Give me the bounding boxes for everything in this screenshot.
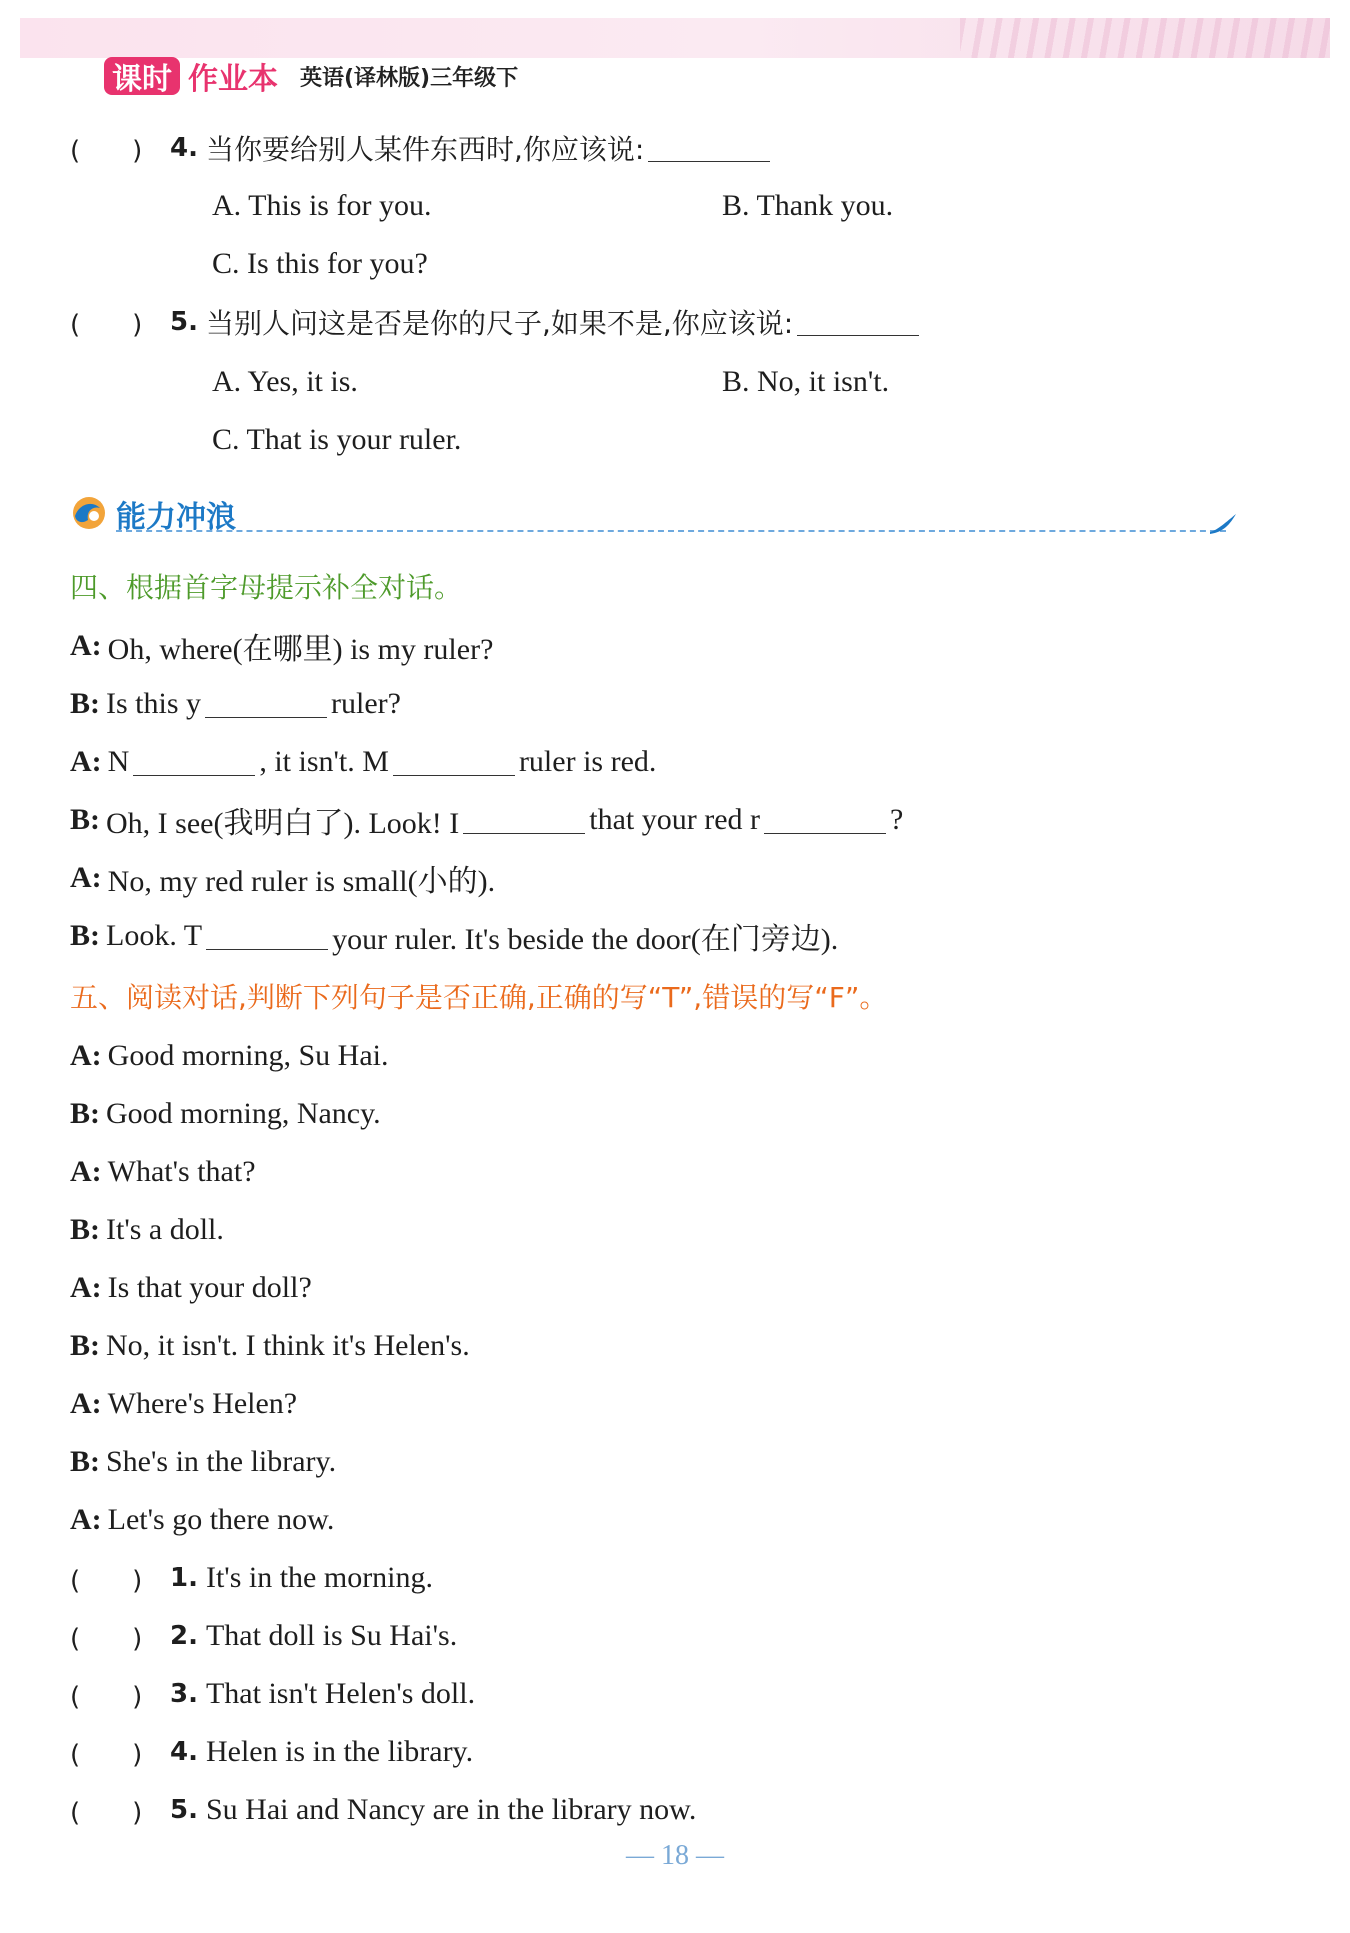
question-prompt: 当别人问这是否是你的尺子,如果不是,你应该说: <box>205 307 794 340</box>
surfboard-icon <box>1208 510 1238 536</box>
answer-paren[interactable]: ( ) <box>70 1739 143 1770</box>
wave-icon <box>70 494 108 532</box>
speaker-label: B: <box>70 803 100 836</box>
section-title: 能力冲浪 <box>116 500 236 535</box>
answer-paren[interactable]: ( ) <box>70 1623 143 1654</box>
answer-paren[interactable]: ( ) <box>70 135 143 166</box>
dialogue-text: Good morning, Su Hai. <box>107 1039 389 1072</box>
dialogue-line <box>70 800 903 840</box>
dialogue-line <box>70 684 401 724</box>
option-b: B. No, it isn't. <box>722 365 890 398</box>
statement-2 <box>70 1616 457 1656</box>
dialogue-line <box>70 1152 256 1192</box>
fill-blank[interactable] <box>764 807 886 834</box>
answer-paren[interactable]: ( ) <box>70 309 143 340</box>
dialogue-text: Where's Helen? <box>107 1387 298 1420</box>
speaker-label: A: <box>70 1155 102 1188</box>
answer-paren[interactable]: ( ) <box>70 1681 143 1712</box>
statement-number: 2. <box>170 1621 198 1651</box>
dialogue-text: N <box>107 745 130 778</box>
statement-text: It's in the morning. <box>205 1561 434 1594</box>
dialogue-line <box>70 1210 224 1250</box>
dialogue-line <box>70 1268 312 1308</box>
speaker-label: B: <box>70 1329 100 1362</box>
part4-heading: 四、根据首字母提示补全对话。 <box>70 571 463 604</box>
fill-blank[interactable] <box>206 923 328 950</box>
speaker-label: A: <box>70 745 102 778</box>
dialogue-text: No, my red ruler is small(小的). <box>107 865 496 898</box>
logo-badge: 课时 <box>104 57 180 95</box>
section-divider <box>116 530 1226 532</box>
question-prompt: 当你要给别人某件东西时,你应该说: <box>205 133 645 166</box>
dialogue-text: , it isn't. M <box>259 745 389 778</box>
section-bar <box>70 492 1238 538</box>
option-a: A. Yes, it is. <box>212 365 358 398</box>
answer-paren[interactable]: ( ) <box>70 1797 143 1828</box>
answer-paren[interactable]: ( ) <box>70 1565 143 1596</box>
dialogue-line <box>70 858 495 898</box>
speaker-label: B: <box>70 919 100 952</box>
statement-3 <box>70 1674 475 1714</box>
statement-text: Su Hai and Nancy are in the library now. <box>205 1793 697 1826</box>
speaker-label: B: <box>70 1213 100 1246</box>
dialogue-text: She's in the library. <box>106 1445 337 1478</box>
answer-blank[interactable] <box>797 309 919 336</box>
dialogue-text: Let's go there now. <box>107 1503 335 1536</box>
statement-1 <box>70 1558 433 1598</box>
statement-text: That isn't Helen's doll. <box>205 1677 476 1710</box>
page-number: — 18 — <box>626 1840 724 1871</box>
speaker-label: B: <box>70 1097 100 1130</box>
speaker-label: A: <box>70 1271 102 1304</box>
dialogue-text: that your red r <box>589 803 761 836</box>
dialogue-text: Oh, I see(我明白了). Look! I <box>106 807 460 840</box>
dialogue-text: Is this y <box>106 687 202 720</box>
dialogue-text: Good morning, Nancy. <box>106 1097 381 1130</box>
statement-number: 1. <box>170 1563 198 1593</box>
option-c: C. Is this for you? <box>212 247 428 280</box>
fill-blank[interactable] <box>393 749 515 776</box>
speaker-label: A: <box>70 1039 102 1072</box>
dialogue-line <box>70 1500 334 1540</box>
dialogue-line <box>70 1326 470 1366</box>
speaker-label: B: <box>70 687 100 720</box>
dialogue-line <box>70 1094 381 1134</box>
question-number: 5. <box>170 307 198 337</box>
statement-4 <box>70 1732 473 1772</box>
fill-blank[interactable] <box>205 691 327 718</box>
dialogue-text: ruler? <box>331 687 401 720</box>
dialogue-line <box>70 742 656 782</box>
answer-blank[interactable] <box>648 135 770 162</box>
header-band <box>20 18 1330 58</box>
option-c: C. That is your ruler. <box>212 423 462 456</box>
dialogue-text: your ruler. It's beside the door(在门旁边). <box>332 923 839 956</box>
fill-blank[interactable] <box>463 807 585 834</box>
dialogue-text: ? <box>890 803 904 836</box>
dialogue-text: What's that? <box>107 1155 256 1188</box>
speaker-label: A: <box>70 1387 102 1420</box>
fill-blank[interactable] <box>133 749 255 776</box>
dialogue-text: ruler is red. <box>518 745 657 778</box>
statement-number: 5. <box>170 1795 198 1825</box>
dialogue-text: No, it isn't. I think it's Helen's. <box>106 1329 470 1362</box>
dialogue-text: It's a doll. <box>106 1213 224 1246</box>
dialogue-line <box>70 1384 297 1424</box>
question-number: 4. <box>170 133 198 163</box>
statement-number: 4. <box>170 1737 198 1767</box>
dialogue-line <box>70 1036 388 1076</box>
dialogue-text: Is that your doll? <box>107 1271 312 1304</box>
dialogue-line <box>70 1442 336 1482</box>
speaker-label: A: <box>70 1503 102 1536</box>
statement-text: Helen is in the library. <box>205 1735 474 1768</box>
dialogue-line <box>70 626 493 666</box>
dialogue-text: Oh, where(在哪里) is my ruler? <box>107 633 494 666</box>
speaker-label: A: <box>70 861 102 894</box>
header-subject: 英语(译林版)三年级下 <box>300 65 519 91</box>
question-5 <box>70 302 923 342</box>
speaker-label: B: <box>70 1445 100 1478</box>
option-a: A. This is for you. <box>212 189 432 222</box>
dialogue-text: Look. T <box>106 919 203 952</box>
logo-text: 作业本 <box>188 62 278 97</box>
speaker-label: A: <box>70 629 102 662</box>
page-header <box>104 56 518 96</box>
statement-5 <box>70 1790 696 1830</box>
statement-number: 3. <box>170 1679 198 1709</box>
dialogue-line <box>70 916 838 956</box>
option-b: B. Thank you. <box>722 189 894 222</box>
statement-text: That doll is Su Hai's. <box>205 1619 458 1652</box>
part5-heading: 五、阅读对话,判断下列句子是否正确,正确的写“T”,错误的写“F”。 <box>70 981 888 1014</box>
question-4 <box>70 128 774 168</box>
